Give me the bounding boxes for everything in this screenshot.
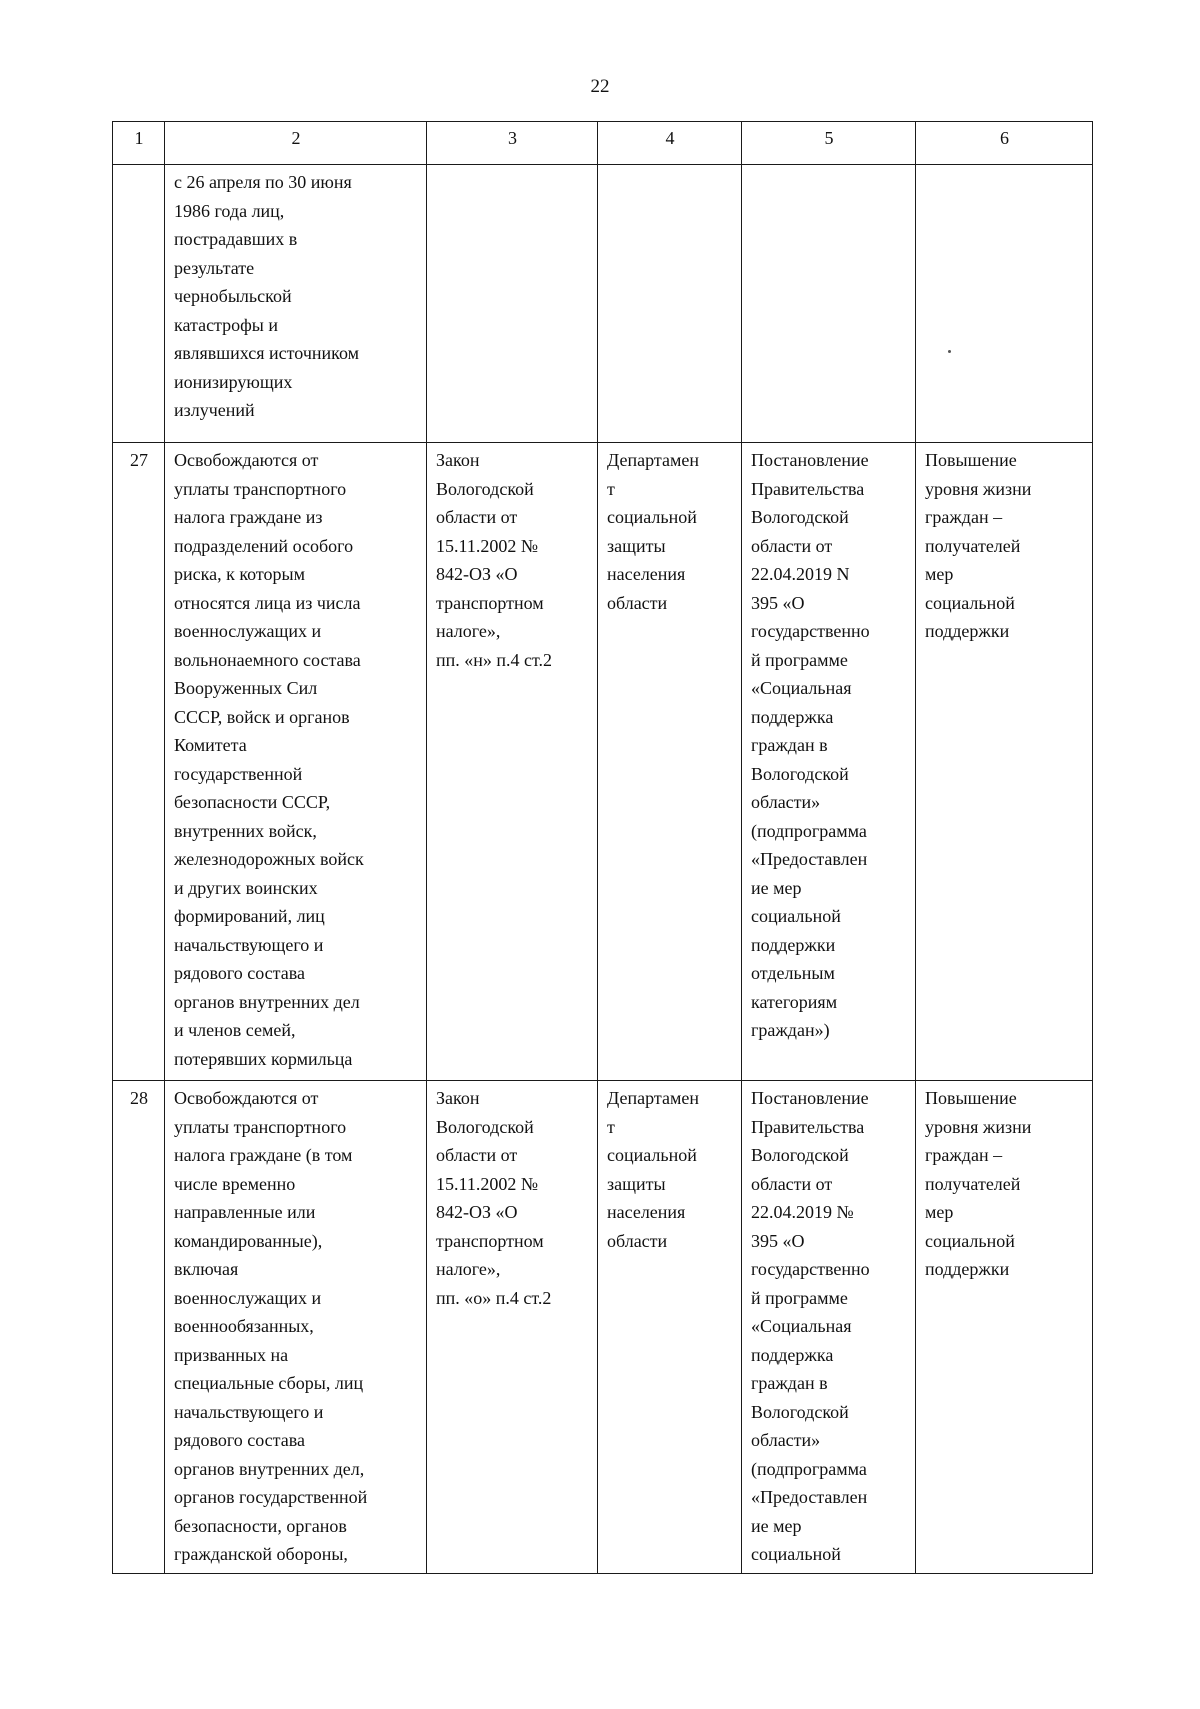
cell-text-line: внутренних войск,	[174, 820, 317, 841]
cell-text-line: специальные сборы, лиц	[174, 1373, 364, 1393]
cell-text-line: налога граждане (в том	[174, 1145, 353, 1165]
cell-text-line: области»	[751, 792, 821, 812]
cell-text-line: Закон	[436, 450, 480, 470]
cell-text-line: рядового состава	[174, 1430, 306, 1450]
cell-text-line: пп. «о» п.4 ст.2	[436, 1287, 552, 1308]
cell-text-line: Вооруженных Сил	[174, 678, 318, 698]
cell-text-line: ие мер	[751, 1515, 802, 1536]
cell-text-line: налога граждане из	[174, 507, 323, 527]
cell-text-line: получателей	[925, 535, 1021, 556]
cell-text-line: направленные или	[174, 1202, 316, 1222]
table-row	[113, 443, 1093, 1081]
cell-text-line: Вологодской	[436, 1116, 534, 1137]
cell-text-line: уплаты транспортного	[174, 1116, 347, 1137]
column-header: 5	[742, 122, 916, 165]
cell-text-line: граждан –	[925, 1145, 1003, 1165]
cell-text-line: защиты	[607, 535, 666, 556]
cell-text-line: пострадавших в	[174, 229, 298, 249]
cell-text-line: транспортном	[436, 592, 544, 613]
cell-text-line: «Предоставлен	[751, 849, 868, 869]
cell-text-line: ие мер	[751, 877, 802, 898]
cell-text-line: граждан в	[751, 1373, 828, 1393]
cell-text-line: защиты	[607, 1173, 666, 1194]
cell-text-line: 395 «О	[751, 592, 805, 613]
cell-text-line: органов внутренних дел,	[174, 1458, 365, 1479]
cell-text-line: поддержка	[751, 1344, 834, 1365]
cell-text-line: социальной	[925, 592, 1015, 613]
law-cell	[427, 165, 598, 443]
cell-text-line: социальной	[925, 1230, 1015, 1251]
cell-text-line: гражданской обороны,	[174, 1544, 348, 1564]
goal-cell	[916, 1081, 1093, 1574]
cell-text-line: включая	[174, 1259, 239, 1279]
cell-text-line: командированные),	[174, 1230, 323, 1251]
department-cell	[598, 443, 742, 1081]
cell-text-line: т	[607, 478, 615, 499]
cell-text-line: 22.04.2019 N	[751, 564, 850, 584]
cell-text-line: й программе	[751, 1287, 848, 1308]
program-cell	[742, 165, 916, 443]
cell-text-line: государственной	[174, 763, 303, 784]
description-cell	[165, 165, 427, 443]
cell-text-line: военнослужащих и	[174, 621, 322, 641]
data-table	[112, 121, 1093, 1574]
cell-text-line: мер	[925, 564, 954, 584]
cell-text-line: «Социальная	[751, 1316, 852, 1336]
row-number	[113, 165, 165, 443]
cell-text-line: относятся лица из числа	[174, 592, 361, 613]
column-header: 6	[916, 122, 1093, 165]
cell-text-line: органов внутренних дел	[174, 991, 360, 1012]
cell-text-line: Освобождаются от	[174, 1088, 319, 1108]
cell-text-line: социальной	[751, 906, 841, 926]
cell-text-line: Комитета	[174, 735, 247, 755]
column-header: 2	[165, 122, 427, 165]
cell-text-line: излучений	[174, 400, 255, 420]
cell-text-line: поддержки	[751, 934, 836, 955]
law-cell	[427, 1081, 598, 1574]
cell-text-line: и других воинских	[174, 877, 318, 898]
cell-text-line: с 26 апреля по 30 июня	[174, 172, 352, 192]
cell-text-line: 15.11.2002 №	[436, 535, 539, 556]
cell-text-line: военнообязанных,	[174, 1316, 314, 1336]
cell-text-line: Освобождаются от	[174, 450, 319, 470]
cell-text-line: Постановление	[751, 1088, 869, 1108]
cell-text-line: поддержки	[925, 621, 1010, 641]
cell-text-line: железнодорожных войск	[174, 849, 364, 869]
cell-text-line: 1986 года лиц,	[174, 200, 285, 221]
column-header: 3	[427, 122, 598, 165]
cell-text-line: пп. «н» п.4 ст.2	[436, 649, 553, 670]
cell-text-line: (подпрограмма	[751, 1458, 867, 1479]
cell-text-line: Правительства	[751, 478, 865, 499]
table-header-row	[113, 122, 1093, 165]
cell-text-line: уплаты транспортного	[174, 478, 347, 499]
cell-text-line: населения	[607, 564, 686, 584]
cell-text-line: поддержка	[751, 706, 834, 727]
cell-text-line: т	[607, 1116, 615, 1137]
cell-text-line: государственно	[751, 1259, 870, 1279]
cell-text-line: ионизирующих	[174, 371, 293, 392]
cell-text-line: начальствующего и	[174, 1401, 324, 1422]
cell-text-line: области	[607, 1230, 668, 1251]
cell-text-line: области от	[751, 535, 833, 556]
law-cell	[427, 443, 598, 1081]
scan-speck	[948, 350, 951, 353]
cell-text-line: числе временно	[174, 1173, 296, 1194]
cell-text-line: Департамен	[607, 450, 699, 470]
cell-text-line: государственно	[751, 621, 870, 641]
department-cell	[598, 1081, 742, 1574]
cell-text-line: Департамен	[607, 1088, 699, 1108]
cell-text-line: Вологодской	[751, 763, 849, 784]
cell-text-line: катастрофы и	[174, 314, 279, 335]
cell-text-line: начальствующего и	[174, 934, 324, 955]
goal-cell	[916, 443, 1093, 1081]
cell-text-line: СССР, войск и органов	[174, 706, 350, 727]
cell-text-line: рядового состава	[174, 963, 306, 983]
cell-text-line: 842-ОЗ «О	[436, 564, 518, 584]
cell-text-line: Вологодской	[751, 507, 849, 527]
goal-cell	[916, 165, 1093, 443]
cell-text-line: отдельным	[751, 963, 835, 983]
cell-text-line: получателей	[925, 1173, 1021, 1194]
cell-text-line: категориям	[751, 991, 838, 1012]
cell-text-line: уровня жизни	[925, 478, 1032, 499]
column-header: 4	[598, 122, 742, 165]
cell-text-line: подразделений особого	[174, 535, 354, 556]
cell-text-line: Повышение	[925, 1088, 1017, 1108]
cell-text-line: Правительства	[751, 1116, 865, 1137]
row-number: 27	[113, 443, 165, 1081]
description-cell	[165, 1081, 427, 1574]
cell-text-line: области»	[751, 1430, 821, 1450]
cell-text-line: социальной	[607, 1145, 697, 1165]
cell-text-line: призванных на	[174, 1344, 289, 1365]
cell-text-line: органов государственной	[174, 1487, 368, 1507]
cell-text-line: формирований, лиц	[174, 906, 325, 926]
cell-text-line: риска, к которым	[174, 564, 306, 584]
cell-text-line: Постановление	[751, 450, 869, 470]
program-cell	[742, 1081, 916, 1574]
cell-text-line: области	[607, 592, 668, 613]
cell-text-line: потерявших кормильца	[174, 1048, 353, 1069]
cell-text-line: 842-ОЗ «О	[436, 1202, 518, 1222]
cell-text-line: социальной	[607, 507, 697, 527]
cell-text-line: Повышение	[925, 450, 1017, 470]
cell-text-line: военнослужащих и	[174, 1287, 322, 1308]
cell-text-line: 22.04.2019 №	[751, 1202, 854, 1222]
cell-text-line: налоге»,	[436, 1259, 501, 1279]
department-cell	[598, 165, 742, 443]
cell-text-line: «Предоставлен	[751, 1487, 868, 1507]
column-header: 1	[113, 122, 165, 165]
cell-text-line: чернобыльской	[174, 286, 292, 306]
cell-text-line: поддержки	[925, 1259, 1010, 1279]
cell-text-line: результате	[174, 257, 255, 278]
cell-text-line: 15.11.2002 №	[436, 1173, 539, 1194]
cell-text-line: граждан в	[751, 735, 828, 755]
table-row	[113, 165, 1093, 443]
cell-text-line: й программе	[751, 649, 848, 670]
cell-text-line: уровня жизни	[925, 1116, 1032, 1137]
cell-text-line: Вологодской	[436, 478, 534, 499]
cell-text-line: Закон	[436, 1088, 480, 1108]
cell-text-line: области от	[751, 1173, 833, 1194]
cell-text-line: вольнонаемного состава	[174, 649, 361, 670]
cell-text-line: безопасности, органов	[174, 1515, 347, 1536]
cell-text-line: налоге»,	[436, 621, 501, 641]
description-cell	[165, 443, 427, 1081]
cell-text-line: транспортном	[436, 1230, 544, 1251]
cell-text-line: населения	[607, 1202, 686, 1222]
cell-text-line: «Социальная	[751, 678, 852, 698]
table-row	[113, 1081, 1093, 1574]
cell-text-line: мер	[925, 1202, 954, 1222]
cell-text-line: и членов семей,	[174, 1020, 296, 1040]
cell-text-line: граждан –	[925, 507, 1003, 527]
program-cell	[742, 443, 916, 1081]
cell-text-line: Вологодской	[751, 1145, 849, 1165]
cell-text-line: области от	[436, 1145, 518, 1165]
cell-text-line: граждан»)	[751, 1020, 830, 1040]
cell-text-line: (подпрограмма	[751, 820, 867, 841]
cell-text-line: являвшихся источником	[174, 343, 360, 363]
cell-text-line: безопасности СССР,	[174, 792, 331, 812]
cell-text-line: области от	[436, 507, 518, 527]
cell-text-line: социальной	[751, 1544, 841, 1564]
row-number: 28	[113, 1081, 165, 1574]
cell-text-line: Вологодской	[751, 1401, 849, 1422]
page-number: 22	[590, 76, 610, 97]
cell-text-line: 395 «О	[751, 1230, 805, 1251]
